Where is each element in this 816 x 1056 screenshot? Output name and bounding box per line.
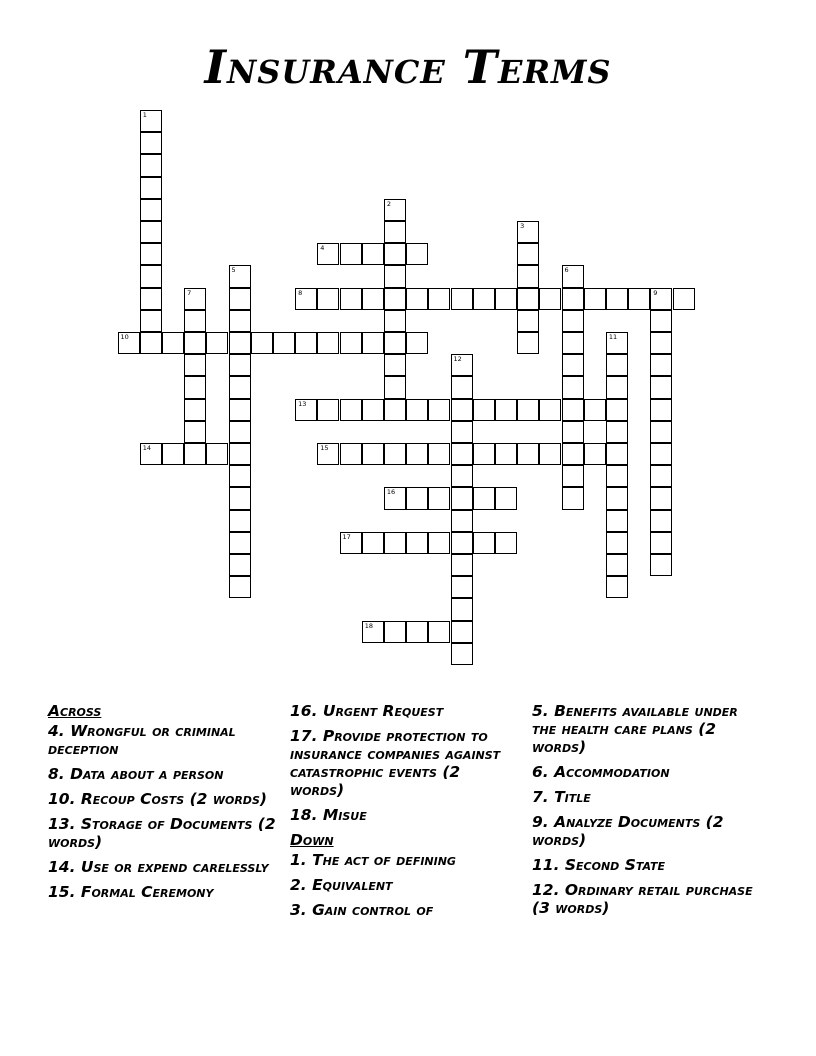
grid-cell[interactable] xyxy=(517,265,539,287)
grid-cell[interactable] xyxy=(384,332,406,354)
grid-cell[interactable] xyxy=(384,354,406,376)
clue-number: 3 xyxy=(520,222,525,230)
page-title: Insurance Terms xyxy=(204,40,612,94)
grid-cell[interactable] xyxy=(229,265,251,287)
clue-across-10: 10. Recoup Costs (2 words) xyxy=(48,790,267,808)
grid-cell[interactable] xyxy=(562,376,584,398)
grid-cell[interactable] xyxy=(184,443,206,465)
grid-cell[interactable] xyxy=(340,288,362,310)
grid-cell[interactable] xyxy=(517,399,539,421)
clue-number: 11 xyxy=(608,333,618,341)
grid-cell[interactable] xyxy=(406,621,428,643)
grid-cell[interactable] xyxy=(184,399,206,421)
grid-cell[interactable] xyxy=(606,376,628,398)
grid-cell[interactable] xyxy=(473,399,495,421)
grid-cell[interactable] xyxy=(229,399,251,421)
grid-cell[interactable] xyxy=(517,243,539,265)
grid-cell[interactable] xyxy=(473,288,495,310)
grid-cell[interactable] xyxy=(384,443,406,465)
grid-cell[interactable] xyxy=(384,288,406,310)
clue-number: 9 xyxy=(653,288,658,297)
grid-cell[interactable] xyxy=(473,487,495,509)
grid-cell[interactable] xyxy=(650,532,672,554)
clue-number: 7 xyxy=(187,288,192,297)
grid-cell[interactable] xyxy=(140,332,162,354)
grid-cell[interactable] xyxy=(384,265,406,287)
grid-cell[interactable] xyxy=(140,288,162,310)
clue-number: 1 xyxy=(142,111,147,119)
grid-cell[interactable] xyxy=(539,443,561,465)
grid-cell[interactable] xyxy=(362,288,384,310)
clue-down-3: 3. Gain control of xyxy=(290,901,434,919)
grid-cell[interactable] xyxy=(140,243,162,265)
grid-cell[interactable] xyxy=(340,399,362,421)
grid-cell[interactable] xyxy=(650,510,672,532)
grid-cell[interactable] xyxy=(295,332,317,354)
grid-cell[interactable] xyxy=(406,399,428,421)
clues-column-1 xyxy=(48,702,276,908)
grid-cell[interactable] xyxy=(428,288,450,310)
grid-cell[interactable] xyxy=(229,421,251,443)
grid-cell[interactable] xyxy=(451,376,473,398)
grid-cell[interactable] xyxy=(451,443,473,465)
grid-cell[interactable] xyxy=(428,621,450,643)
grid-cell[interactable] xyxy=(140,221,162,243)
grid-cell[interactable] xyxy=(628,288,650,310)
grid-cell[interactable] xyxy=(406,288,428,310)
grid-cell[interactable] xyxy=(384,199,406,221)
grid-cell[interactable] xyxy=(184,288,206,310)
grid-cell[interactable] xyxy=(650,332,672,354)
grid-cell[interactable] xyxy=(539,288,561,310)
grid-cell[interactable] xyxy=(229,332,251,354)
clues-column-2 xyxy=(290,702,518,926)
clue-number: 15 xyxy=(320,444,329,452)
clue-number: 10 xyxy=(120,333,129,341)
clue-across-13: 13. Storage of Documents (2 words) xyxy=(48,815,276,851)
down-heading: Down xyxy=(290,831,334,849)
grid-cell[interactable] xyxy=(517,310,539,332)
grid-cell[interactable] xyxy=(384,376,406,398)
grid-cell[interactable] xyxy=(606,288,628,310)
grid-cell[interactable] xyxy=(362,332,384,354)
grid-cell[interactable] xyxy=(495,487,517,509)
grid-cell[interactable] xyxy=(406,532,428,554)
grid-cell[interactable] xyxy=(451,399,473,421)
grid-cell[interactable] xyxy=(206,332,228,354)
clue-number: 2 xyxy=(386,199,392,208)
grid-cell[interactable] xyxy=(495,288,517,310)
grid-cell[interactable] xyxy=(606,532,628,554)
grid-cell[interactable] xyxy=(428,443,450,465)
grid-cell[interactable] xyxy=(362,399,384,421)
grid-cell[interactable] xyxy=(606,354,628,376)
grid-cell[interactable] xyxy=(140,443,162,465)
grid-cell[interactable] xyxy=(140,132,162,154)
grid-cell[interactable] xyxy=(317,332,339,354)
clue-number: 13 xyxy=(298,399,307,408)
clue-number: 12 xyxy=(453,355,462,364)
grid-cell[interactable] xyxy=(317,399,339,421)
grid-cell[interactable] xyxy=(451,554,473,576)
grid-cell[interactable] xyxy=(650,310,672,332)
grid-cell[interactable] xyxy=(451,421,473,443)
clue-down-1: 1. The act of defining xyxy=(290,851,456,869)
grid-cell[interactable] xyxy=(606,421,628,443)
grid-cell[interactable] xyxy=(562,399,584,421)
clue-down-2: 2. Equivalent xyxy=(290,876,393,894)
grid-cell[interactable] xyxy=(562,265,584,287)
grid-cell[interactable] xyxy=(495,532,517,554)
clue-number: 14 xyxy=(142,444,151,452)
grid-cell[interactable] xyxy=(517,443,539,465)
grid-cell[interactable] xyxy=(451,510,473,532)
grid-cell[interactable] xyxy=(140,154,162,176)
clue-down-7: 7. Title xyxy=(532,788,591,806)
clue-number: 4 xyxy=(320,244,325,253)
grid-cell[interactable] xyxy=(650,554,672,576)
grid-cell[interactable] xyxy=(140,110,162,132)
grid-cell[interactable] xyxy=(451,354,473,376)
clue-across-16: 16. Urgent Request xyxy=(290,702,444,720)
grid-cell[interactable] xyxy=(229,510,251,532)
grid-cell[interactable] xyxy=(428,487,450,509)
grid-cell[interactable] xyxy=(362,532,384,554)
grid-cell[interactable] xyxy=(562,332,584,354)
grid-cell[interactable] xyxy=(384,532,406,554)
clue-number: 16 xyxy=(386,488,396,497)
grid-cell[interactable] xyxy=(495,399,517,421)
grid-cell[interactable] xyxy=(650,354,672,376)
grid-cell[interactable] xyxy=(273,332,295,354)
grid-cell[interactable] xyxy=(650,376,672,398)
clue-across-4: 4. Wrongful or criminal deception xyxy=(48,722,236,758)
clue-down-6: 6. Accommodation xyxy=(532,763,670,781)
grid-cell[interactable] xyxy=(650,487,672,509)
grid-cell[interactable] xyxy=(562,487,584,509)
grid-cell[interactable] xyxy=(606,487,628,509)
grid-cell[interactable] xyxy=(384,221,406,243)
clue-number: 8 xyxy=(298,288,303,297)
grid-cell[interactable] xyxy=(340,243,362,265)
grid-cell[interactable] xyxy=(650,288,672,310)
clue-number: 18 xyxy=(364,621,373,630)
grid-cell[interactable] xyxy=(606,399,628,421)
grid-cell[interactable] xyxy=(406,243,428,265)
grid-cell[interactable] xyxy=(517,332,539,354)
grid-cell[interactable] xyxy=(451,643,473,665)
grid-cell[interactable] xyxy=(673,288,695,310)
grid-cell[interactable] xyxy=(384,310,406,332)
grid-cell[interactable] xyxy=(140,199,162,221)
grid-cell[interactable] xyxy=(362,443,384,465)
grid-cell[interactable] xyxy=(140,265,162,287)
clue-down-11: 11. Second State xyxy=(532,856,665,874)
grid-cell[interactable] xyxy=(362,621,384,643)
grid-cell[interactable] xyxy=(584,399,606,421)
grid-cell[interactable] xyxy=(584,288,606,310)
grid-cell[interactable] xyxy=(340,443,362,465)
grid-cell[interactable] xyxy=(229,532,251,554)
grid-cell[interactable] xyxy=(451,532,473,554)
grid-cell[interactable] xyxy=(362,243,384,265)
grid-cell[interactable] xyxy=(606,510,628,532)
grid-cell[interactable] xyxy=(650,465,672,487)
grid-cell[interactable] xyxy=(162,443,184,465)
grid-cell[interactable] xyxy=(451,598,473,620)
grid-cell[interactable] xyxy=(562,354,584,376)
clue-across-14: 14. Use or expend carelessly xyxy=(48,858,269,876)
grid-cell[interactable] xyxy=(384,621,406,643)
grid-cell[interactable] xyxy=(650,443,672,465)
grid-cell[interactable] xyxy=(451,288,473,310)
grid-cell[interactable] xyxy=(384,243,406,265)
grid-cell[interactable] xyxy=(562,288,584,310)
grid-cell[interactable] xyxy=(406,332,428,354)
grid-cell[interactable] xyxy=(317,243,339,265)
grid-cell[interactable] xyxy=(428,532,450,554)
across-heading: Across xyxy=(48,702,102,720)
grid-cell[interactable] xyxy=(340,332,362,354)
grid-cell[interactable] xyxy=(562,465,584,487)
clue-down-5: 5. Benefits available under the health care plans (2 words) xyxy=(532,702,738,756)
grid-cell[interactable] xyxy=(562,310,584,332)
grid-cell[interactable] xyxy=(562,443,584,465)
grid-cell[interactable] xyxy=(229,487,251,509)
grid-cell[interactable] xyxy=(650,421,672,443)
grid-cell[interactable] xyxy=(650,399,672,421)
grid-cell[interactable] xyxy=(406,443,428,465)
grid-cell[interactable] xyxy=(606,465,628,487)
clue-across-18: 18. Misue xyxy=(290,806,367,824)
grid-cell[interactable] xyxy=(451,621,473,643)
grid-cell[interactable] xyxy=(473,443,495,465)
grid-cell[interactable] xyxy=(229,376,251,398)
grid-cell[interactable] xyxy=(162,332,184,354)
grid-cell[interactable] xyxy=(340,532,362,554)
clue-across-15: 15. Formal Ceremony xyxy=(48,883,214,901)
grid-cell[interactable] xyxy=(184,376,206,398)
grid-cell[interactable] xyxy=(562,421,584,443)
grid-cell[interactable] xyxy=(606,332,628,354)
grid-cell[interactable] xyxy=(606,576,628,598)
grid-cell[interactable] xyxy=(451,465,473,487)
clues-column-3 xyxy=(532,702,760,924)
clue-across-17: 17. Provide protection to insurance companies against catastrophic events (2 words) xyxy=(290,727,501,799)
grid-cell[interactable] xyxy=(251,332,273,354)
grid-cell[interactable] xyxy=(229,554,251,576)
grid-cell[interactable] xyxy=(184,421,206,443)
grid-cell[interactable] xyxy=(428,399,450,421)
grid-cell[interactable] xyxy=(229,465,251,487)
grid-cell[interactable] xyxy=(295,288,317,310)
clue-across-8: 8. Data about a person xyxy=(48,765,224,783)
grid-cell[interactable] xyxy=(317,288,339,310)
grid-cell[interactable] xyxy=(584,443,606,465)
grid-cell[interactable] xyxy=(517,221,539,243)
clue-down-9: 9. Analyze Documents (2 words) xyxy=(532,813,724,849)
grid-cell[interactable] xyxy=(229,354,251,376)
grid-cell[interactable] xyxy=(606,554,628,576)
grid-cell[interactable] xyxy=(229,443,251,465)
grid-cell[interactable] xyxy=(384,399,406,421)
grid-cell[interactable] xyxy=(140,177,162,199)
grid-cell[interactable] xyxy=(229,310,251,332)
grid-cell[interactable] xyxy=(384,487,406,509)
grid-cell[interactable] xyxy=(184,310,206,332)
clue-number: 17 xyxy=(342,532,351,541)
grid-cell[interactable] xyxy=(229,288,251,310)
grid-cell[interactable] xyxy=(517,288,539,310)
grid-cell[interactable] xyxy=(451,576,473,598)
clue-down-12: 12. Ordinary retail purchase (3 words) xyxy=(532,881,753,917)
grid-cell[interactable] xyxy=(606,443,628,465)
clue-number: 6 xyxy=(564,266,569,275)
grid-cell[interactable] xyxy=(118,332,140,354)
grid-cell[interactable] xyxy=(184,354,206,376)
grid-cell[interactable] xyxy=(406,487,428,509)
grid-cell[interactable] xyxy=(451,487,473,509)
grid-cell[interactable] xyxy=(295,399,317,421)
grid-cell[interactable] xyxy=(229,576,251,598)
clue-number: 5 xyxy=(231,266,236,275)
grid-cell[interactable] xyxy=(184,332,206,354)
grid-cell[interactable] xyxy=(495,443,517,465)
grid-cell[interactable] xyxy=(539,399,561,421)
grid-cell[interactable] xyxy=(317,443,339,465)
grid-cell[interactable] xyxy=(140,310,162,332)
grid-cell[interactable] xyxy=(206,443,228,465)
grid-cell[interactable] xyxy=(473,532,495,554)
